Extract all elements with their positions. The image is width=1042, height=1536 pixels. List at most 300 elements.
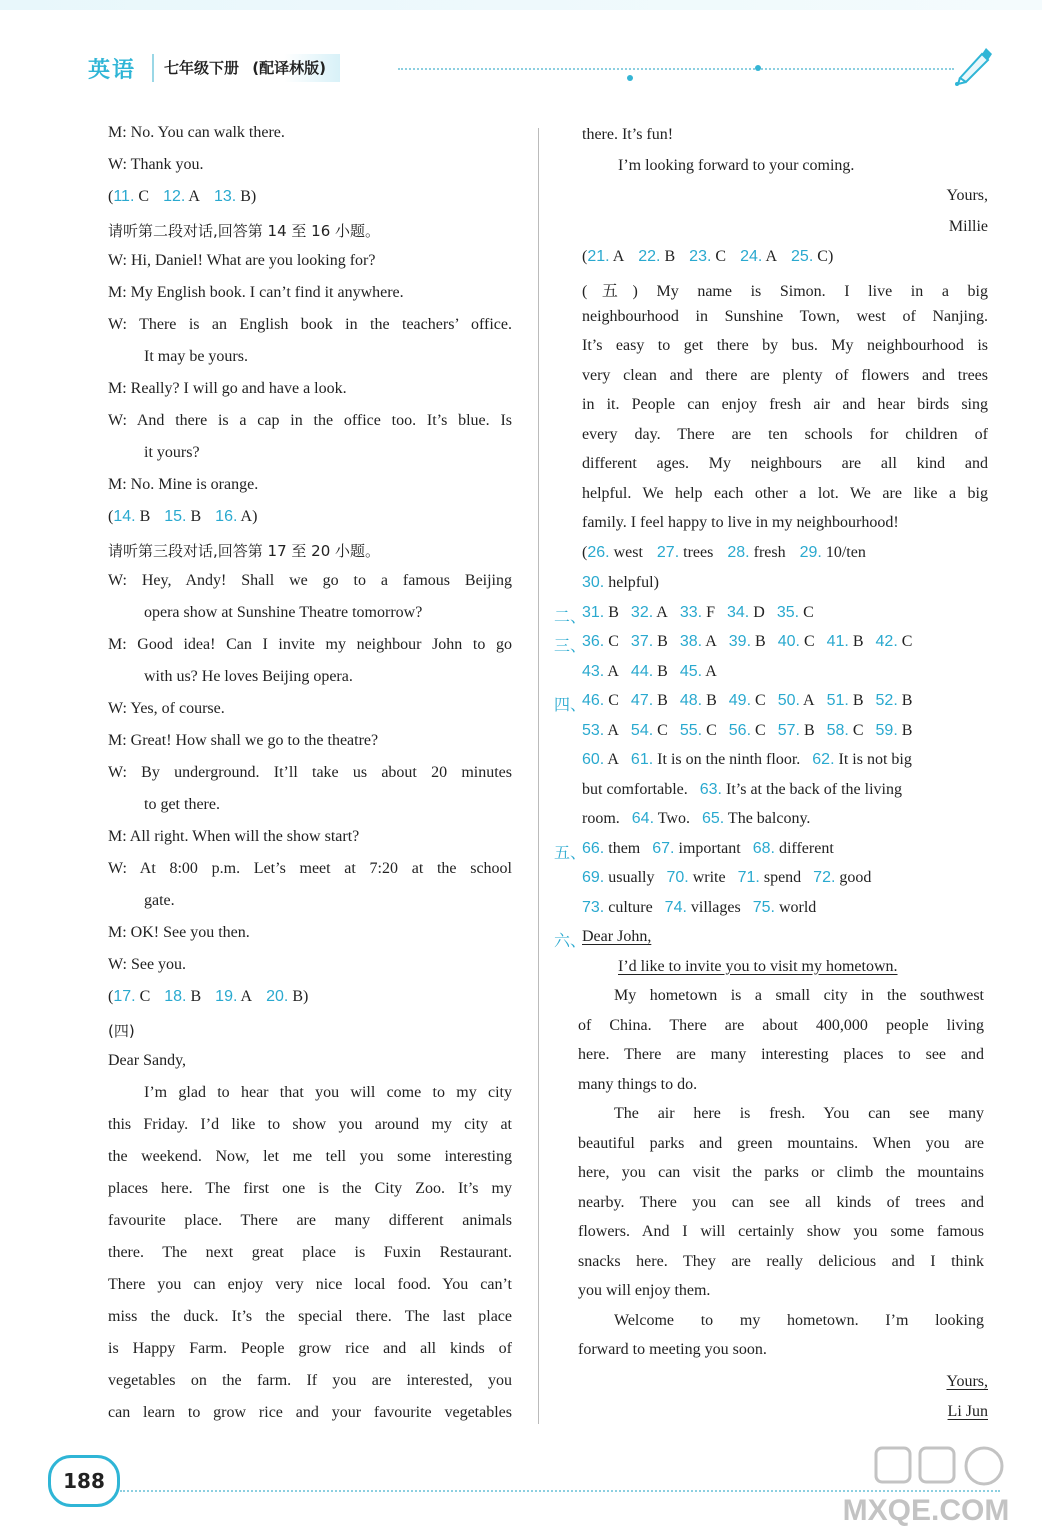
question-number: 23.	[689, 248, 712, 265]
svg-text:MXQE.COM: MXQE.COM	[842, 1494, 1010, 1527]
letter-line: My hometown is a small city in the southwest	[614, 987, 984, 1004]
answer-text: culture	[604, 898, 653, 916]
question-number: 61.	[630, 751, 654, 768]
answer-item	[813, 869, 871, 886]
passage-line: different ages. My neighbours are all kind and	[582, 455, 988, 472]
question-number: 13.	[213, 188, 237, 205]
text-line: is Happy Farm. People grow rice and all kinds of	[108, 1340, 512, 1357]
answer-text: B	[848, 633, 864, 650]
answer-text: world	[774, 898, 817, 916]
answer-item	[876, 633, 913, 650]
question-number: 72.	[813, 869, 836, 886]
answer-item	[753, 899, 817, 916]
answer-row	[582, 899, 816, 917]
answer-item	[631, 722, 668, 739]
header-dot	[627, 75, 633, 81]
answer-text: them	[604, 839, 641, 857]
answer-text: C	[135, 988, 151, 1005]
answer-item	[582, 574, 659, 591]
text-line: can learn to grow rice and your favourite vegetables	[108, 1404, 512, 1421]
question-number: 75.	[752, 898, 775, 916]
question-number: 73.	[582, 898, 605, 916]
question-number: 24.	[740, 248, 763, 265]
answer-text: C	[653, 721, 668, 739]
text-line: miss the duck. It’s the special there. The last place	[108, 1308, 512, 1325]
question-number: 36.	[582, 633, 605, 650]
answer-text: B	[702, 692, 717, 709]
section-mark: 六、	[554, 931, 587, 950]
answer-text: B	[653, 633, 668, 650]
answer-row	[108, 508, 257, 526]
answer-item	[729, 722, 766, 739]
text-line: M: Good idea! Can I invite my neighbour John to go	[108, 636, 512, 653]
passage-line: very clean and there are plenty of flowers and trees	[582, 366, 988, 384]
answer-row	[582, 810, 810, 828]
text-line: with us? He loves Beijing opera.	[144, 668, 353, 685]
answer-text: B	[653, 662, 668, 680]
answer-item	[582, 663, 619, 680]
answer-item	[638, 248, 675, 265]
answer-text: C	[702, 721, 717, 739]
text-line: favourite place. There are many different animals	[108, 1212, 512, 1229]
question-number: 58.	[826, 721, 849, 739]
answer-item	[665, 899, 741, 916]
answer-item	[164, 508, 201, 525]
answer-text: A	[799, 692, 815, 709]
answer-item	[631, 663, 668, 680]
answer-text: B)	[236, 188, 257, 205]
text-line: there. It’s fun!	[582, 126, 674, 143]
question-number: 16.	[215, 508, 238, 525]
answer-item	[680, 633, 717, 650]
passage-line: It’s easy to get there by bus. My neighbourhood is	[582, 337, 988, 354]
letter-line: The air here is fresh. You can see many	[614, 1105, 984, 1122]
answer-item	[652, 840, 740, 857]
answer-item	[753, 840, 834, 857]
question-number: 26.	[587, 544, 610, 561]
answer-text: A	[237, 988, 253, 1005]
question-number: 33.	[679, 603, 703, 621]
section-instruction: 请听第二段对话,回答第 14 至 16 小题。	[108, 222, 381, 240]
answer-item	[827, 722, 864, 739]
answer-item	[164, 988, 201, 1005]
section-instruction: 请听第三段对话,回答第 17 至 20 小题。	[108, 542, 381, 560]
paren: (	[582, 544, 588, 561]
answer-row	[582, 633, 912, 651]
answer-item	[778, 692, 815, 709]
answer-text: D	[749, 603, 765, 621]
answer-text: B	[135, 508, 151, 525]
question-number: 18.	[164, 988, 187, 1005]
answer-item	[876, 692, 913, 709]
question-number: 67.	[652, 839, 675, 857]
answer-item	[727, 604, 765, 621]
answer-text: C	[134, 188, 150, 205]
header-dot	[755, 65, 761, 71]
text-line: W: And there is a cap in the office too. It’s blue. Is	[108, 412, 512, 429]
answer-text: A	[185, 188, 200, 205]
answer-text: B	[653, 692, 668, 709]
answer-item	[778, 633, 815, 650]
answer-text: F	[702, 603, 715, 621]
question-number: 45.	[679, 662, 703, 680]
answer-item	[702, 810, 810, 827]
question-number: 64.	[631, 810, 655, 827]
text-line: I’m looking forward to your coming.	[618, 156, 855, 174]
question-number: 60.	[582, 751, 605, 768]
answer-text: C	[897, 633, 913, 650]
question-number: 74.	[664, 898, 687, 916]
answer-item	[108, 508, 150, 525]
header-dotted-rule	[398, 68, 954, 70]
answer-text: B	[186, 988, 202, 1005]
text-line: M: OK! See you then.	[108, 924, 250, 941]
text-line: M: Really? I will go and have a look.	[108, 380, 347, 397]
answer-text: trees	[679, 544, 714, 561]
subject-title: 英语	[88, 58, 137, 83]
answer-item	[729, 692, 766, 709]
answer-item	[582, 781, 688, 798]
answer-text: It is not big	[834, 751, 912, 768]
answer-text: B	[186, 508, 202, 525]
question-number: 71.	[737, 869, 760, 886]
answer-item	[582, 751, 619, 768]
letter-line: of China. There are about 400,000 people living	[578, 1016, 984, 1034]
answer-item	[727, 544, 785, 561]
answer-text: good	[835, 869, 872, 886]
letter-line: nearby. There you can see all kinds of trees and	[578, 1193, 984, 1211]
question-number: 35.	[776, 603, 800, 621]
text-line: opera show at Sunshine Theatre tomorrow?	[144, 604, 423, 621]
letter-line: Welcome to my hometown. I’m looking	[614, 1311, 984, 1329]
question-number: 19.	[215, 988, 238, 1005]
text-line: there. The next great place is Fuxin Restaurant.	[108, 1244, 512, 1261]
answer-text: C	[751, 721, 766, 739]
answer-text: usually	[604, 869, 655, 886]
answer-row	[582, 663, 717, 681]
letter-signature: Li Jun	[947, 1402, 988, 1420]
text-line: places here. The first one is the City Zoo. It’s my	[108, 1180, 512, 1197]
question-number: 53.	[582, 721, 605, 739]
letter-line: snacks here. They are really delicious and I think	[578, 1252, 984, 1270]
answer-item	[631, 604, 668, 621]
letter-greeting: Dear John,	[582, 928, 652, 945]
answer-text: A	[702, 633, 717, 650]
answer-item	[729, 633, 766, 650]
answer-row	[582, 574, 659, 592]
answer-item	[791, 248, 833, 265]
answer-row	[582, 722, 912, 740]
passage-line: helpful. We help each other a lot. We are like a big	[582, 484, 988, 502]
answer-text: Two.	[654, 810, 690, 827]
answer-item	[666, 869, 725, 886]
answer-text: B	[604, 603, 619, 621]
text-line: M: All right. When will the show start?	[108, 828, 360, 845]
section-mark: 二、	[554, 606, 587, 626]
answer-row	[582, 604, 814, 622]
answer-text: A	[604, 662, 619, 680]
section-instruction: (四)	[108, 1022, 135, 1040]
answer-text: C	[799, 633, 815, 650]
question-number: 56.	[728, 721, 752, 739]
answer-text: different	[774, 839, 834, 857]
edition-text: (配译林版)	[252, 59, 326, 77]
answer-item	[812, 751, 912, 768]
answer-text: A	[702, 662, 717, 680]
letter-title: I’d like to invite you to visit my hometown.	[618, 957, 898, 975]
answer-item	[827, 692, 864, 709]
question-number: 43.	[582, 662, 605, 680]
text-line: W: See you.	[108, 956, 187, 973]
question-number: 51.	[826, 692, 849, 709]
answer-item	[582, 248, 624, 265]
answer-item	[215, 508, 257, 525]
answer-text: spend	[759, 869, 802, 886]
question-number: 41.	[826, 633, 849, 650]
answer-text: C	[848, 721, 864, 739]
text-line: W: Yes, of course.	[108, 700, 225, 717]
text-line: W: There is an English book in the teachers’ office.	[108, 316, 512, 333]
answer-item	[631, 633, 668, 650]
question-number: 55.	[679, 721, 703, 739]
passage-line: family. I feel happy to live in my neighbourhood!	[582, 514, 899, 531]
question-number: 21.	[587, 248, 610, 265]
answer-text: A	[604, 721, 619, 739]
answer-item	[582, 869, 654, 886]
text-line: M: No. You can walk there.	[108, 124, 285, 141]
question-number: 31.	[582, 603, 605, 621]
answer-text: C)	[813, 248, 834, 265]
answer-row	[582, 692, 912, 710]
question-number: 32.	[630, 603, 654, 621]
question-number: 46.	[582, 692, 605, 709]
question-number: 63.	[699, 780, 722, 798]
text-line: W: Thank you.	[108, 156, 204, 173]
answer-text: C	[604, 633, 619, 650]
text-line: it yours?	[144, 444, 200, 461]
answer-text: A	[653, 603, 668, 621]
answer-item	[582, 810, 620, 827]
text-line: It may be yours.	[144, 348, 248, 365]
text-line: W: By underground. It’ll take us about 20 minutes	[108, 764, 512, 781]
answer-text: The balcony.	[724, 810, 811, 827]
answer-item	[582, 604, 619, 621]
passage-line: in it. People can enjoy fresh air and hear birds sing	[582, 396, 988, 413]
question-number: 48.	[679, 692, 703, 709]
answer-text: helpful)	[604, 573, 659, 591]
question-number: 65.	[701, 810, 725, 827]
question-number: 42.	[875, 633, 898, 650]
answer-text: A)	[237, 508, 258, 525]
question-number: 66.	[582, 839, 605, 857]
text-line: W: At 8:00 p.m. Let’s meet at 7:20 at the school	[108, 860, 512, 877]
answer-item	[632, 810, 690, 827]
letter-line: flowers. And I will certainly show you some famous	[578, 1223, 984, 1240]
page-header	[0, 0, 1042, 110]
question-number: 59.	[875, 721, 898, 739]
answer-text: C	[604, 692, 619, 709]
question-number: 44.	[630, 662, 654, 680]
text-line: There you can enjoy very nice local food. You can’t	[108, 1276, 512, 1293]
letter-line: you will enjoy them.	[578, 1282, 711, 1299]
letter-line: many things to do.	[578, 1075, 698, 1093]
answer-text: fresh	[749, 544, 786, 561]
question-number: 57.	[777, 721, 800, 739]
answer-text: villages	[686, 898, 741, 916]
question-number: 27.	[656, 544, 680, 561]
answer-item	[777, 604, 814, 621]
answer-item	[631, 692, 668, 709]
answer-item	[876, 722, 913, 739]
question-number: 11.	[113, 188, 135, 205]
header-band	[0, 0, 1042, 10]
question-number: 20.	[266, 988, 289, 1005]
question-number: 50.	[777, 692, 800, 709]
answer-item	[214, 188, 256, 205]
text-line: M: No. Mine is orange.	[108, 476, 259, 493]
answer-item	[582, 840, 640, 857]
answer-text: B)	[288, 988, 309, 1005]
question-number: 54.	[630, 721, 654, 739]
question-number: 17.	[113, 988, 136, 1005]
page-number: 188	[48, 1455, 120, 1507]
answer-text: B	[660, 248, 676, 265]
text-line: W: Hi, Daniel! What are you looking for?	[108, 252, 376, 269]
answer-text: It’s at the back of the living	[722, 780, 902, 798]
paren: (	[108, 988, 114, 1005]
answer-text: 10/ten	[821, 544, 866, 561]
letter-line: here, you can visit the parks or climb the mountains	[578, 1164, 984, 1181]
question-number: 15.	[164, 508, 187, 525]
answer-item	[631, 751, 800, 768]
passage-line: every day. There are ten schools for children of	[582, 425, 988, 443]
answer-item	[108, 188, 149, 205]
question-number: 22.	[638, 248, 661, 265]
answer-row	[108, 188, 256, 206]
answer-text: B	[751, 633, 766, 650]
question-number: 47.	[630, 692, 654, 709]
answer-item	[680, 692, 717, 709]
question-number: 52.	[875, 692, 898, 709]
answer-item	[582, 692, 619, 709]
answer-text: C	[751, 692, 766, 709]
answer-item	[680, 663, 717, 680]
text-line: M: My English book. I can’t find it anywhere.	[108, 284, 404, 301]
answer-row	[582, 781, 902, 799]
question-number: 30.	[582, 573, 605, 591]
question-number: 40.	[777, 633, 800, 650]
paren: (	[108, 508, 114, 525]
answer-item	[582, 544, 643, 561]
answer-item	[582, 633, 619, 650]
answer-item	[657, 544, 713, 561]
answer-text: important	[674, 839, 741, 857]
answer-item	[738, 869, 802, 886]
answer-item	[582, 899, 653, 916]
question-number: 69.	[582, 869, 605, 886]
text-line: Millie	[948, 217, 988, 235]
question-number: 38.	[679, 633, 703, 650]
text-line: this Friday. I’d like to show you around my city at	[108, 1116, 512, 1133]
answer-row	[582, 248, 833, 266]
section-mark: 四、	[554, 695, 587, 714]
answer-row	[582, 751, 912, 769]
answer-text: B	[799, 721, 815, 739]
answer-item	[680, 604, 715, 621]
question-number: 39.	[728, 633, 752, 650]
question-number: 37.	[630, 633, 654, 650]
question-number: 70.	[666, 869, 689, 886]
answer-text: It is on the ninth floor.	[653, 751, 801, 768]
answer-item	[800, 544, 866, 561]
answer-text: C	[711, 248, 727, 265]
text-line: the weekend. Now, let me tell you some interesting	[108, 1148, 512, 1165]
answer-item	[827, 633, 864, 650]
passage-line: neighbourhood in Sunshine Town, west of Nanjing.	[582, 307, 988, 325]
answer-item	[778, 722, 815, 739]
section-mark: 三、	[554, 636, 587, 655]
question-number: 12.	[163, 188, 186, 205]
text-line: M: Great! How shall we go to the theatre?	[108, 732, 379, 749]
answer-text: room.	[582, 810, 620, 827]
answer-item	[215, 988, 252, 1005]
answer-item	[266, 988, 308, 1005]
answer-text: A	[762, 248, 778, 265]
letter-line: forward to meeting you soon.	[578, 1341, 767, 1358]
paren: (	[582, 248, 588, 265]
text-line: Dear Sandy,	[108, 1052, 187, 1069]
text-line: Yours,	[946, 187, 988, 204]
question-number: 14.	[113, 508, 136, 525]
answer-text: B	[848, 692, 864, 709]
text-line: vegetables on the farm. If you are interested, you	[108, 1372, 512, 1389]
answer-row	[582, 840, 834, 858]
question-number: 28.	[727, 544, 750, 561]
answer-text: A	[609, 248, 625, 265]
answer-item	[700, 781, 902, 798]
question-number: 34.	[727, 603, 750, 621]
question-number: 49.	[728, 692, 752, 709]
section-mark: 五、	[554, 842, 587, 862]
watermark-logo	[836, 1444, 1016, 1532]
answer-item	[689, 248, 726, 265]
letter-line: beautiful parks and green mountains. When you are	[578, 1134, 984, 1152]
answer-item	[108, 988, 150, 1005]
answer-text: west	[609, 544, 643, 561]
answer-text: write	[688, 869, 726, 886]
question-number: 62.	[812, 751, 835, 768]
paren: (	[108, 188, 114, 205]
question-number: 25.	[791, 248, 814, 265]
answer-item	[680, 722, 717, 739]
answer-text: but comfortable.	[582, 780, 688, 798]
passage-line: (五) My name is Simon. I live in a big	[582, 283, 988, 300]
answer-item	[740, 248, 777, 265]
text-line: I’m glad to hear that you will come to my city	[144, 1084, 512, 1101]
answer-text: C	[799, 603, 814, 621]
pen-icon	[952, 44, 994, 86]
answer-item	[582, 722, 619, 739]
text-line: to get there.	[144, 796, 220, 813]
text-line: W: Hey, Andy! Shall we go to a famous Beijing	[108, 572, 512, 589]
column-divider	[538, 128, 539, 1424]
answer-text: B	[897, 692, 913, 709]
question-number: 29.	[799, 544, 822, 561]
text-line: gate.	[144, 892, 175, 909]
answer-row	[582, 869, 871, 887]
answer-text: B	[897, 721, 913, 739]
answer-text: A	[604, 751, 619, 768]
